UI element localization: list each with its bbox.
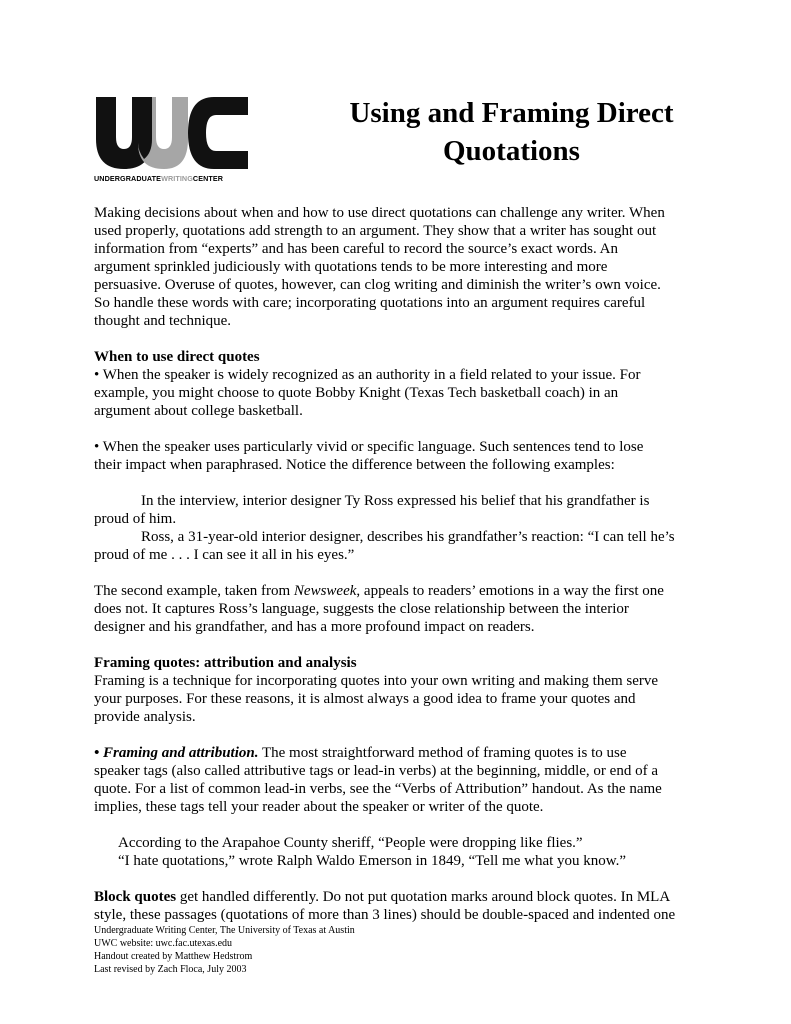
footer-line: Last revised by Zach Floca, July 2003: [94, 964, 247, 975]
title-line-1: Using and Framing Direct: [349, 97, 674, 129]
framing-attribution-paragraph: • Framing and attribution. The most straightforward method of framing quotes is to use speaker tags (also called attributive tags or lead-in verbs) at the beginning, middle, or end of a quote. For a list of common lead-in verbs, see the “Verbs of Attribution” handout. As the name implies, these tags tell your reader about the speaker or writer of the quote.: [94, 745, 662, 815]
footer-line: UWC website: uwc.fac.utexas.edu: [94, 938, 233, 949]
bullet-vivid-language: • When the speaker uses particularly vivid or specific language. Such sentences tend to lose their impact when paraphrased. Notice the difference between the following examples:: [94, 439, 644, 473]
title-line-2: Quotations: [443, 135, 580, 167]
example-quote: Ross, a 31-year-old interior designer, describes his grandfather’s reaction: “I can tell he’s proud of me . . . I can see it all in his eyes.”: [94, 529, 675, 563]
intro-paragraph: Making decisions about when and how to use direct quotations can challenge any writer. When used properly, quotations add strength to an argument. They show that a writer has sought out information from “experts” and has been careful to record the source’s exact words. An argument sprinkled judiciously with quotations tends to be more interesting and more persuasive. Overuse of quotes, however, can clog writing and diminish the writer’s own voice. So handle these words with care; incorporating quotations into an argument requires careful thought and technique.: [94, 205, 665, 329]
block-quotes-label: Block quotes: [94, 889, 177, 905]
newsweek-title: Newsweek: [293, 583, 357, 599]
when-section: When to use direct quotes • When the speaker is widely recognized as an authority in a field related to your issue. For example, you might choose to quote Bobby Knight (Texas Tech basketball coach) in an argument about college basketball.: [94, 348, 704, 420]
logo-caption: UNDERGRADUATEWRITINGCENTER: [94, 174, 224, 183]
section-heading-when: When to use direct quotes: [94, 349, 260, 365]
second-example-paragraph: The second example, taken from Newsweek, appeals to readers’ emotions in a way the first one does not. It captures Ross’s language, suggests the close relationship between the interior designer and his grandfather, and has a more profound impact on readers.: [94, 583, 664, 635]
page-footer: [94, 924, 494, 977]
uwc-logo-mark: [94, 93, 250, 173]
document-body: [94, 204, 704, 924]
uwc-logo: [94, 93, 250, 185]
attribution-examples: According to the Arapahoe County sheriff, “People were dropping like flies.” “I hate quotations,” wrote Ralph Waldo Emerson in 1849, “Tell me what you know.”: [118, 835, 627, 869]
footer-line: Handout created by Matthew Hedstrom: [94, 951, 253, 962]
block-quotes-paragraph: Block quotes get handled differently. Do not put quotation marks around block quotes. In MLA style, these passages (quotations of more than 3 lines) should be double-spaced and indented one: [94, 889, 676, 923]
example-paraphrase: In the interview, interior designer Ty Ross expressed his belief that his grandfather is proud of him.: [94, 493, 650, 527]
framing-attribution-label: • Framing and attribution.: [94, 745, 259, 761]
section-heading-framing: Framing quotes: attribution and analysis: [94, 655, 357, 671]
framing-section: Framing quotes: attribution and analysis Framing is a technique for incorporating quotes into your own writing and making them serve your purposes. For these reasons, it is almost always a good idea to frame your quotes and provide analysis.: [94, 654, 704, 726]
footer-line: Undergraduate Writing Center, The University of Texas at Austin: [94, 925, 355, 936]
page-title: [318, 94, 705, 170]
